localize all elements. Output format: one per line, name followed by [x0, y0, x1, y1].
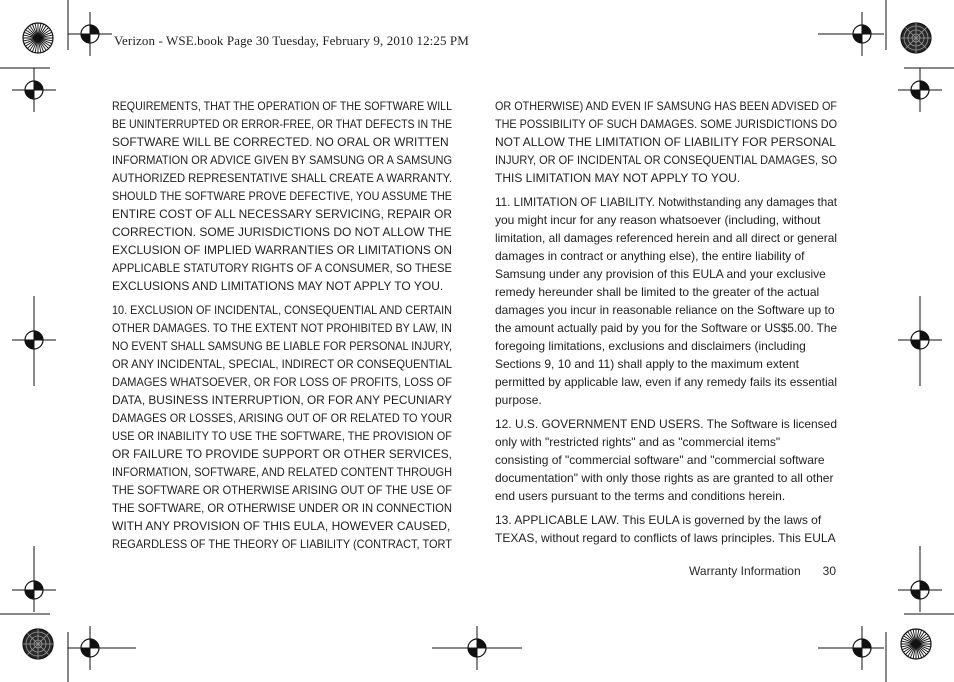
text-line: TEXAS, without regard to conflicts of laws principles. This EULA	[495, 531, 836, 545]
text-line: limitation, all damages referenced herein and all direct or general	[495, 231, 837, 245]
text-line: THE POSSIBILITY OF SUCH DAMAGES. SOME JURISDICTIONS DO	[495, 117, 838, 131]
text-line: NOT ALLOW THE LIMITATION OF LIABILITY FOR PERSONAL	[495, 135, 836, 149]
text-line: remedy hereunder shall be limited to the greater of the actual	[495, 285, 820, 299]
text-line: 10. EXCLUSION OF INCIDENTAL, CONSEQUENTIAL AND CERTAIN	[112, 303, 452, 317]
paragraph-section-13	[495, 511, 837, 547]
text-line: foregoing limitations, exclusions and disclaimers (including	[495, 339, 806, 353]
text-line: INJURY, OR OF INCIDENTAL OR CONSEQUENTIAL DAMAGES, SO	[495, 153, 837, 167]
text-line: WITH ANY PROVISION OF THIS EULA, HOWEVER CAUSED,	[112, 519, 451, 533]
paragraph-section-10	[112, 301, 452, 553]
text-line: consisting of "commercial software" and "commercial software	[495, 453, 825, 467]
text-line: OR OTHERWISE) AND EVEN IF SAMSUNG HAS BEEN ADVISED OF	[495, 99, 837, 113]
text-line: THE SOFTWARE OR OTHERWISE ARISING OUT OF THE USE OF	[112, 483, 452, 497]
text-line: INFORMATION, SOFTWARE, AND RELATED CONTENT THROUGH	[112, 465, 453, 479]
text-line: the amount actually paid by you for the Software or US$5.00. The	[495, 321, 837, 335]
text-line: EXCLUSION OF IMPLIED WARRANTIES OR LIMITATIONS ON	[112, 243, 452, 257]
text-line: NO EVENT SHALL SAMSUNG BE LIABLE FOR PERSONAL INJURY,	[112, 339, 452, 353]
text-line: ENTIRE COST OF ALL NECESSARY SERVICING, REPAIR OR	[112, 207, 452, 221]
text-line: SOFTWARE WILL BE CORRECTED. NO ORAL OR WRITTEN	[112, 135, 449, 149]
text-line: 12. U.S. GOVERNMENT END USERS. The Software is licensed	[495, 417, 837, 431]
text-line: DAMAGES WHATSOEVER, OR FOR LOSS OF PROFITS, LOSS OF	[112, 375, 453, 389]
paragraph-section-10-continued	[495, 97, 837, 187]
text-line: 11. LIMITATION OF LIABILITY. Notwithstanding any damages that	[495, 195, 838, 209]
text-line: SHOULD THE SOFTWARE PROVE DEFECTIVE, YOU ASSUME THE	[112, 189, 452, 203]
text-line: end users pursuant to the terms and conditions herein.	[495, 489, 786, 503]
text-line: you might incur for any reason whatsoever (including, without	[495, 213, 821, 227]
text-line: CORRECTION. SOME JURISDICTIONS DO NOT ALLOW THE	[112, 225, 452, 239]
text-line: USE OR INABILITY TO USE THE SOFTWARE, THE PROVISION OF	[112, 429, 452, 443]
text-line: THE SOFTWARE, OR OTHERWISE UNDER OR IN CONNECTION	[112, 501, 453, 515]
left-text-column	[112, 97, 452, 559]
text-line: AUTHORIZED REPRESENTATIVE SHALL CREATE A WARRANTY.	[112, 171, 452, 185]
text-line: REGARDLESS OF THE THEORY OF LIABILITY (CONTRACT, TORT	[112, 537, 453, 551]
page-footer	[689, 564, 836, 578]
text-line: OR FAILURE TO PROVIDE SUPPORT OR OTHER SERVICES,	[112, 447, 453, 461]
text-line: OTHER DAMAGES. TO THE EXTENT NOT PROHIBITED BY LAW, IN	[112, 321, 452, 335]
text-line: 13. APPLICABLE LAW. This EULA is governed by the laws of	[495, 513, 822, 527]
paragraph-section-11	[495, 193, 837, 409]
text-line: REQUIREMENTS, THAT THE OPERATION OF THE SOFTWARE WILL	[112, 99, 453, 113]
text-line: APPLICABLE STATUTORY RIGHTS OF A CONSUMER, SO THESE	[112, 261, 452, 275]
right-text-column	[495, 97, 837, 553]
text-line: EXCLUSIONS AND LIMITATIONS MAY NOT APPLY TO YOU.	[112, 279, 444, 293]
text-line: damages you incur in reasonable reliance on the Software up to	[495, 303, 835, 317]
text-line: Samsung under any provision of this EULA and your exclusive	[495, 267, 826, 281]
text-line: BE UNINTERRUPTED OR ERROR-FREE, OR THAT DEFECTS IN THE	[112, 117, 453, 131]
footer-section-title: Warranty Information	[689, 564, 801, 578]
text-line: permitted by applicable law, even if any remedy fails its essential	[495, 375, 837, 389]
text-line: only with "restricted rights" and as "commercial items"	[495, 435, 781, 449]
paragraph-section-12	[495, 415, 837, 505]
text-line: damages in contract or anything else), the entire liability of	[495, 249, 805, 263]
book-slug-header: Verizon - WSE.book Page 30 Tuesday, February 9, 2010 12:25 PM	[114, 33, 469, 48]
text-line: THIS LIMITATION MAY NOT APPLY TO YOU.	[495, 171, 741, 185]
text-line: DATA, BUSINESS INTERRUPTION, OR FOR ANY PECUNIARY	[112, 393, 453, 407]
text-line: INFORMATION OR ADVICE GIVEN BY SAMSUNG OR A SAMSUNG	[112, 153, 453, 167]
text-line: Sections 9, 10 and 11) shall apply to the maximum extent	[495, 357, 799, 371]
text-line: documentation" with only those rights as are granted to all other	[495, 471, 834, 485]
text-line: DAMAGES OR LOSSES, ARISING OUT OF OR RELATED TO YOUR	[112, 411, 453, 425]
page-number: 30	[822, 564, 836, 578]
text-line: OR ANY INCIDENTAL, SPECIAL, INDIRECT OR CONSEQUENTIAL	[112, 357, 453, 371]
text-line: purpose.	[495, 393, 542, 407]
paragraph-disclaimer-continued	[112, 97, 452, 295]
